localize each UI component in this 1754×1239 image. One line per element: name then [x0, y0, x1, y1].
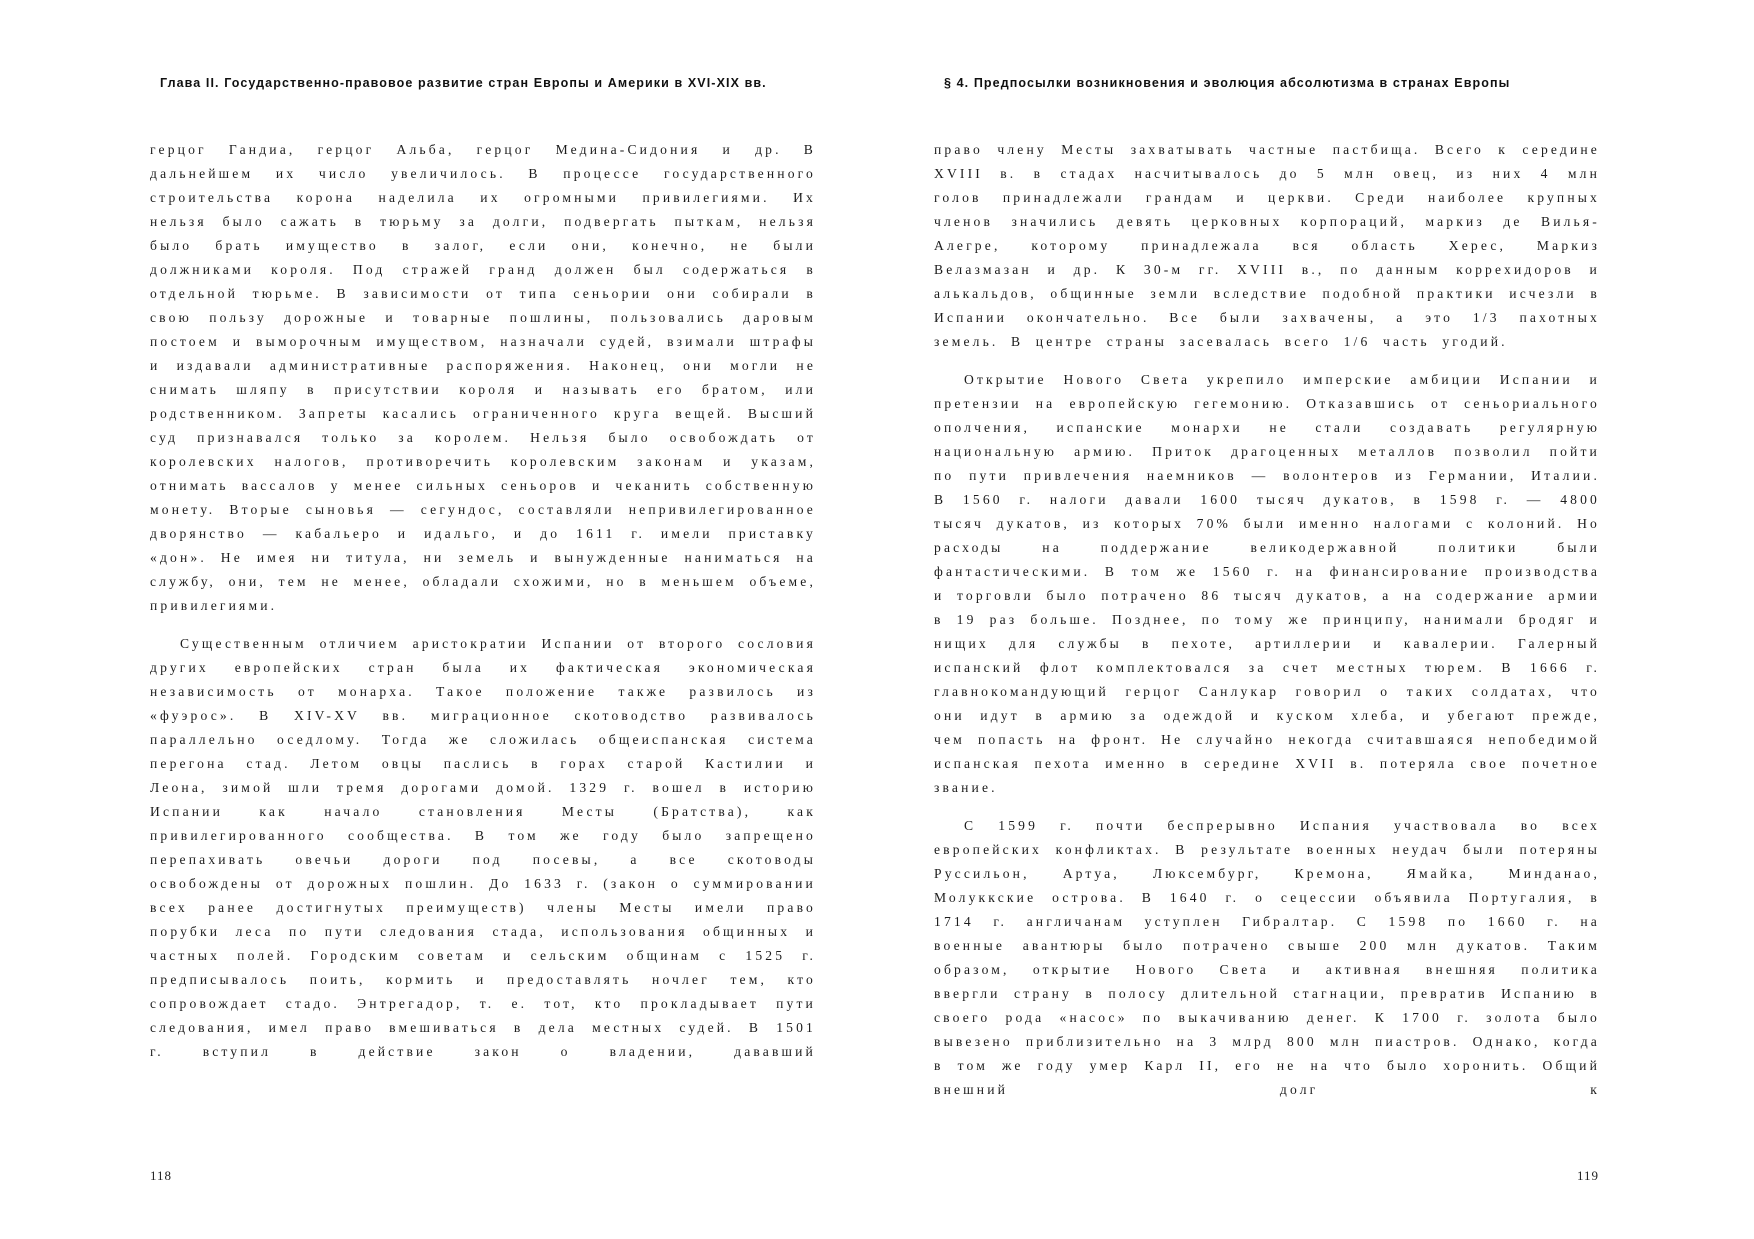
right-page-body [934, 138, 1600, 1102]
paragraph: право члену Месты захватывать частные пастбища. Всего к середине XVIII в. в стадах насчитывалось до 5 млн овец, из них 4 млн голов принадлежали грандам и церкви. Среди наиболее крупных членов значились девять церковных корпораций, маркиз де Вилья-Алегре, которому принадлежала вся область Херес, Маркиз Велазмазан и др. К 30-м гг. XVIII в., по данным коррехидоров и алькальдов, общинные земли вследствие подобной практики исчезли в Испании окончательно. Все были захвачены, а это 1/3 пахотных земель. В центре страны засевалась всего 1/6 часть угодий. [934, 142, 1600, 349]
running-head-right: § 4. Предпосылки возникновения и эволюция абсолютизма в странах Европы [944, 76, 1511, 90]
left-page-body [150, 138, 816, 1064]
paragraph: С 1599 г. почти беспрерывно Испания участвовала во всех европейских конфликтах. В результате военных неудач были потеряны Руссильон, Артуа, Люксембург, Кремона, Ямайка, Минданао, Молуккские острова. В 1640 г. о сецессии объявила Португалия, в 1714 г. англичанам уступлен Гибралтар. С 1598 по 1660 г. на военные авантюры было потрачено свыше 200 млн дукатов. Таким образом, открытие Нового Света и активная внешняя политика ввергли страну в полосу длительной стагнации, превратив Испанию в своего рода «насос» по выкачиванию денег. К 1700 г. золота было вывезено приблизительно на 3 млрд 800 млн пиастров. Однако, когда в том же году умер Карл II, его не на что было хоронить. Общий внешний долг к [934, 818, 1600, 1097]
right-page [877, 0, 1754, 1239]
page-number: 118 [150, 1168, 173, 1183]
paragraph: Открытие Нового Света укрепило имперские амбиции Испании и претензии на европейскую гегемонию. Отказавшись от сеньориального ополчения, испанские монархи не стали создавать регулярную национальную армию. Приток драгоценных металлов позволил пойти по пути привлечения наемников — волонтеров из Германии, Италии. В 1560 г. налоги давали 1600 тысяч дукатов, в 1598 г. — 4800 тысяч дукатов, из которых 70% были именно налогами с колоний. Но расходы на поддержание великодержавной политики были фантастическими. В том же 1560 г. на финансирование производства и торговли было потрачено 86 тысяч дукатов, а на содержание армии в 19 раз больше. Позднее, по тому же принципу, нанимали бродяг и нищих для службы в пехоте, артиллерии и кавалерии. Галерный испанский флот комплектовался за счет местных тюрем. В 1666 г. главнокомандующий герцог Санлукар говорил о таких солдатах, что они идут в армию за одеждой и куском хлеба, и убегают прежде, чем попасть на фронт. Не случайно некогда считавшаяся непобедимой испанская пехота именно в середине XVII в. потеряла свое почетное звание. [934, 372, 1600, 795]
page-number: 119 [1577, 1168, 1600, 1183]
paragraph: герцог Гандиа, герцог Альба, герцог Медина-Сидония и др. В дальнейшем их число увеличилось. В процессе государственного строительства корона наделила их огромными привилегиями. Их нельзя было сажать в тюрьму за долги, подвергать пыткам, нельзя было брать имущество в залог, если они, конечно, не были должниками короля. Под стражей гранд должен был содержаться в отдельной тюрьме. В зависимости от типа сеньории они собирали в свою пользу дорожные и товарные пошлины, пользовались даровым постоем и выморочным имуществом, назначали судей, взимали штрафы и издавали административные распоряжения. Наконец, они могли не снимать шляпу в присутствии короля и называть его братом, или родственником. Запреты касались ограниченного круга вещей. Высший суд признавался только за королем. Нельзя было освобождать от королевских налогов, противоречить королевским законам и указам, отнимать вассалов у менее сильных сеньоров и чеканить собственную монету. Вторые сыновья — сегундос, составляли непривилегированное дворянство — кабальеро и идальго, и до 1611 г. имели приставку «дон». Не имея ни титула, ни земель и вынужденные наниматься на службу, они, тем не менее, обладали схожими, но в меньшем объеме, привилегиями. [150, 142, 816, 613]
running-head-left: Глава II. Государственно-правовое развитие стран Европы и Америки в XVI-XIX вв. [160, 76, 767, 90]
paragraph: Существенным отличием аристократии Испании от второго сословия других европейских стран была их фактическая экономическая независимость от монарха. Такое положение также развилось из «фуэрос». В XIV-XV вв. миграционное скотоводство развивалось параллельно оседлому. Тогда же сложилась общеиспанская система перегона стад. Летом овцы паслись в горах старой Кастилии и Леона, зимой шли тремя дорогами домой. 1329 г. вошел в историю Испании как начало становления Месты (Братства), как привилегированного сообщества. В том же году было запрещено перепахивать овечьи дороги под посевы, а все скотоводы освобождены от дорожных пошлин. До 1633 г. (закон о суммировании всех ранее достигнутых преимуществ) члены Месты имели право порубки леса по пути следования стада, использования общинных и частных полей. Городским советам и сельским общинам с 1525 г. предписывалось поить, кормить и предоставлять ночлег тем, кто сопровождает стадо. Энтрегадор, т. е. тот, кто прокладывает пути следования, имел право вмешиваться в дела местных судей. В 1501 г. вступил в действие закон о владении, дававший [150, 636, 816, 1059]
